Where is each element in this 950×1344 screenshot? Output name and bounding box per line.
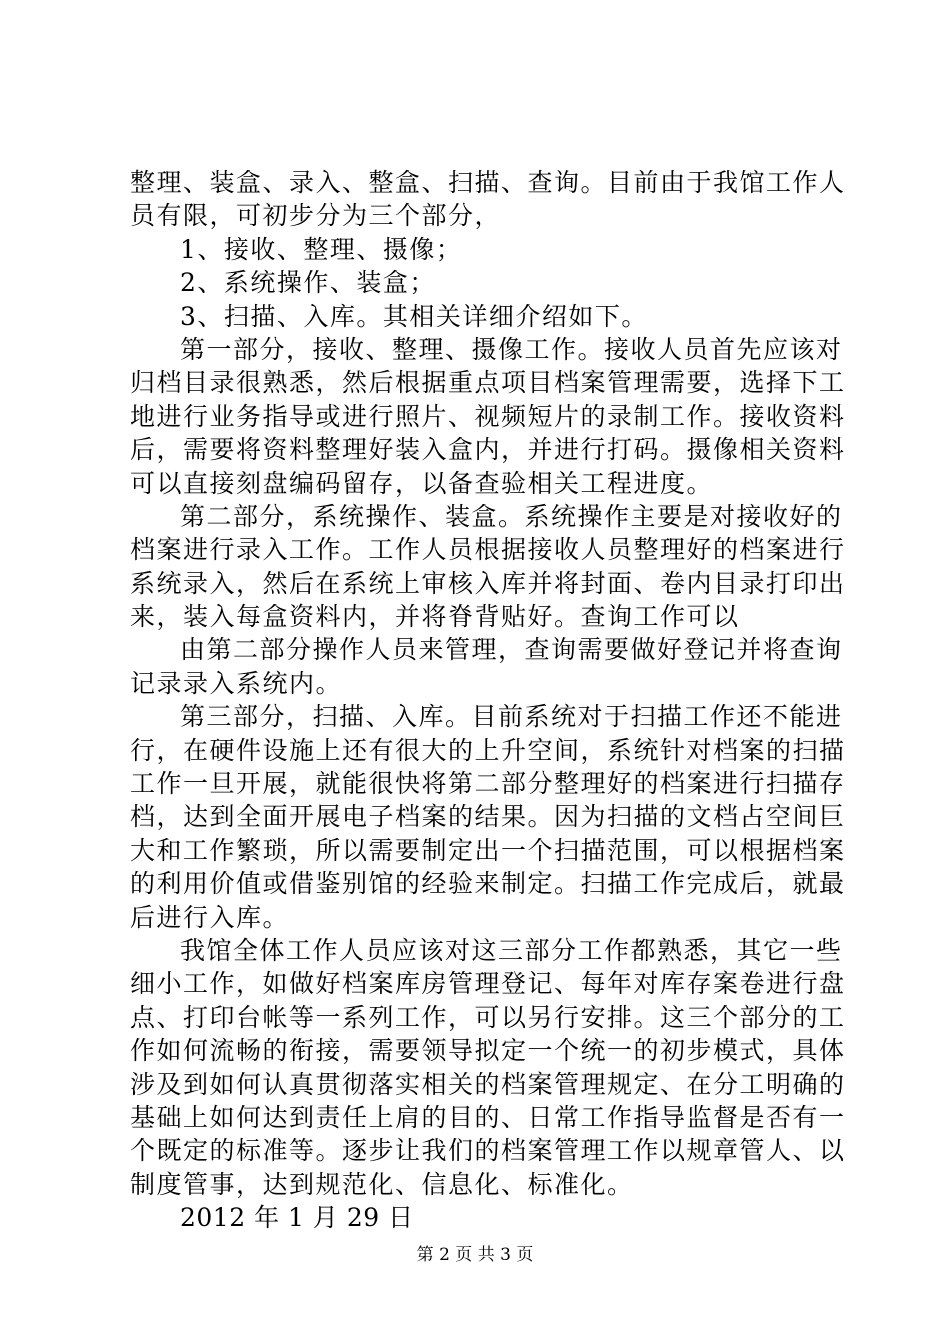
text-line: 档案进行录入工作。工作人员根据接收人员整理好的档案进行: [130, 535, 846, 565]
text-line: 涉及到如何认真贯彻落实相关的档案管理规定、在分工明确的: [130, 1069, 846, 1099]
paragraph-start: 第三部分，扫描、入库。目前系统对于扫描工作还不能进: [180, 702, 843, 732]
paragraph-start: 第一部分，接收、整理、摄像工作。接收人员首先应该对: [180, 334, 843, 364]
text-line: 作如何流畅的衔接，需要领导拟定一个统一的初步模式，具体: [130, 1036, 846, 1066]
text-line: 的利用价值或借鉴别馆的经验来制定。扫描工作完成后，就最: [130, 869, 846, 899]
list-item: 3、扫描、入库。其相关详细介绍如下。: [180, 301, 648, 331]
list-item: 1、接收、整理、摄像；: [180, 234, 463, 264]
text-line: 制度管事，达到规范化、信息化、标准化。: [130, 1169, 634, 1199]
text-line: 系统录入，然后在系统上审核入库并将封面、卷内目录打印出: [130, 568, 846, 598]
text-line: 后，需要将资料整理好装入盒内，并进行打码。摄像相关资料: [130, 435, 846, 465]
text-line: 归档目录很熟悉，然后根据重点项目档案管理需要，选择下工: [130, 368, 846, 398]
text-line: 行，在硬件设施上还有很大的上升空间，系统针对档案的扫描: [130, 735, 846, 765]
text-line: 可以直接刻盘编码留存，以备查验相关工程进度。: [130, 468, 714, 498]
text-line: 地进行业务指导或进行照片、视频短片的录制工作。接收资料: [130, 401, 846, 431]
text-line: 来，装入每盒资料内，并将脊背贴好。查询工作可以: [130, 602, 740, 632]
paragraph-start: 第二部分，系统操作、装盒。系统操作主要是对接收好的: [180, 501, 843, 531]
text-line: 档，达到全面开展电子档案的结果。因为扫描的文档占空间巨: [130, 802, 846, 832]
page-number-footer: 第 2 页 共 3 页: [416, 1245, 534, 1265]
text-line: 整理、装盒、录入、整盒、扫描、查询。目前由于我馆工作人: [130, 168, 846, 197]
text-line: 点、打印台帐等一系列工作，可以另行安排。这三个部分的工: [130, 1002, 846, 1032]
text-line: 记录录入系统内。: [130, 668, 343, 698]
document-date: 2012 年 1 月 29 日: [180, 1203, 414, 1233]
text-line: 后进行入库。: [130, 902, 290, 932]
text-line: 个既定的标准等。逐步让我们的档案管理工作以规章管人、以: [130, 1136, 846, 1166]
text-line: 基础上如何达到责任上肩的目的、日常工作指导监督是否有一: [130, 1102, 846, 1132]
list-item: 2、系统操作、装盒；: [180, 268, 436, 298]
text-line: 细小工作，如做好档案库房管理登记、每年对库存案卷进行盘: [130, 969, 846, 999]
text-line: 员有限，可初步分为三个部分，: [130, 201, 502, 231]
paragraph-start: 由第二部分操作人员来管理，查询需要做好登记并将查询: [180, 635, 843, 665]
text-line: 工作一旦开展，就能很快将第二部分整理好的档案进行扫描存: [130, 769, 846, 799]
text-line: 大和工作繁琐，所以需要制定出一个扫描范围，可以根据档案: [130, 835, 846, 865]
paragraph-start: 我馆全体工作人员应该对这三部分工作都熟悉，其它一些: [180, 935, 843, 965]
document-body: [130, 166, 846, 1235]
